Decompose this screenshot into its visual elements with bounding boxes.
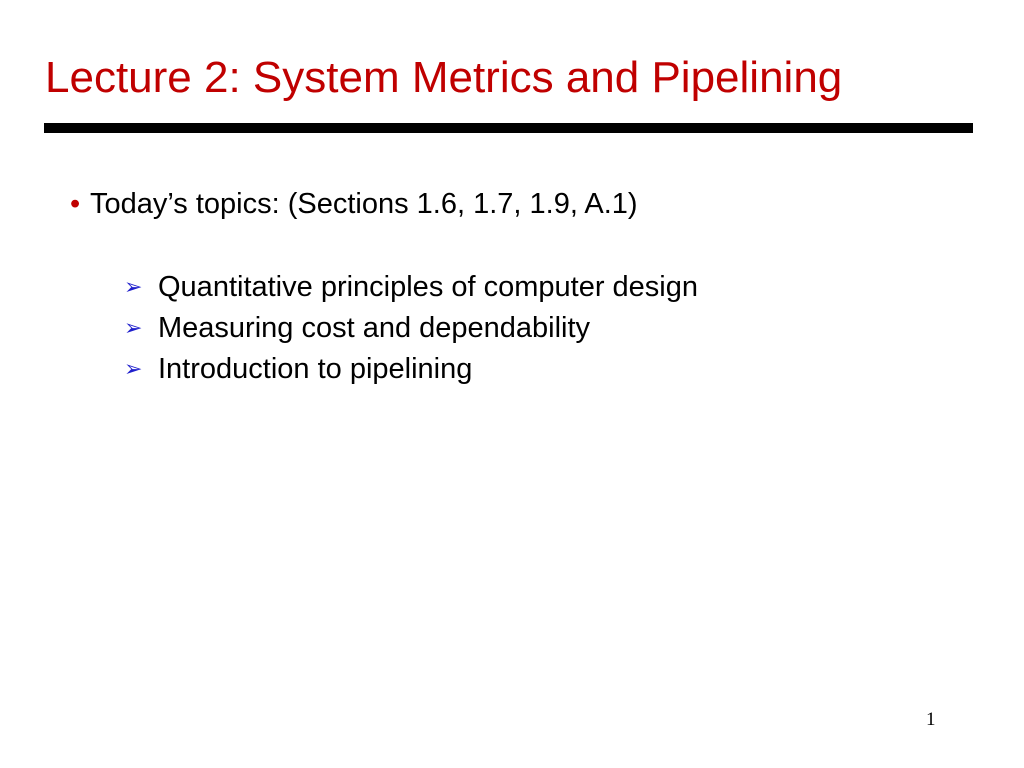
subtopic-list	[124, 267, 698, 390]
subtopic-text: Quantitative principles of computer design	[158, 271, 699, 303]
subtopic-item	[124, 267, 698, 308]
arrow-bullet-icon: ➢	[124, 275, 143, 300]
subtopic-text: Introduction to pipelining	[158, 353, 473, 385]
topic-text: Today’s topics: (Sections 1.6, 1.7, 1.9, A.1)	[90, 188, 638, 220]
subtopic-item	[124, 349, 698, 390]
title-divider	[44, 123, 973, 133]
arrow-bullet-icon: ➢	[124, 357, 143, 382]
page-number: 1	[926, 709, 936, 730]
subtopic-item	[124, 308, 698, 349]
bullet-icon: •	[70, 188, 81, 220]
subtopic-text: Measuring cost and dependability	[158, 312, 591, 344]
topic-bullet-item	[70, 186, 638, 222]
slide-title: Lecture 2: System Metrics and Pipelining	[45, 53, 843, 102]
arrow-bullet-icon: ➢	[124, 316, 143, 341]
